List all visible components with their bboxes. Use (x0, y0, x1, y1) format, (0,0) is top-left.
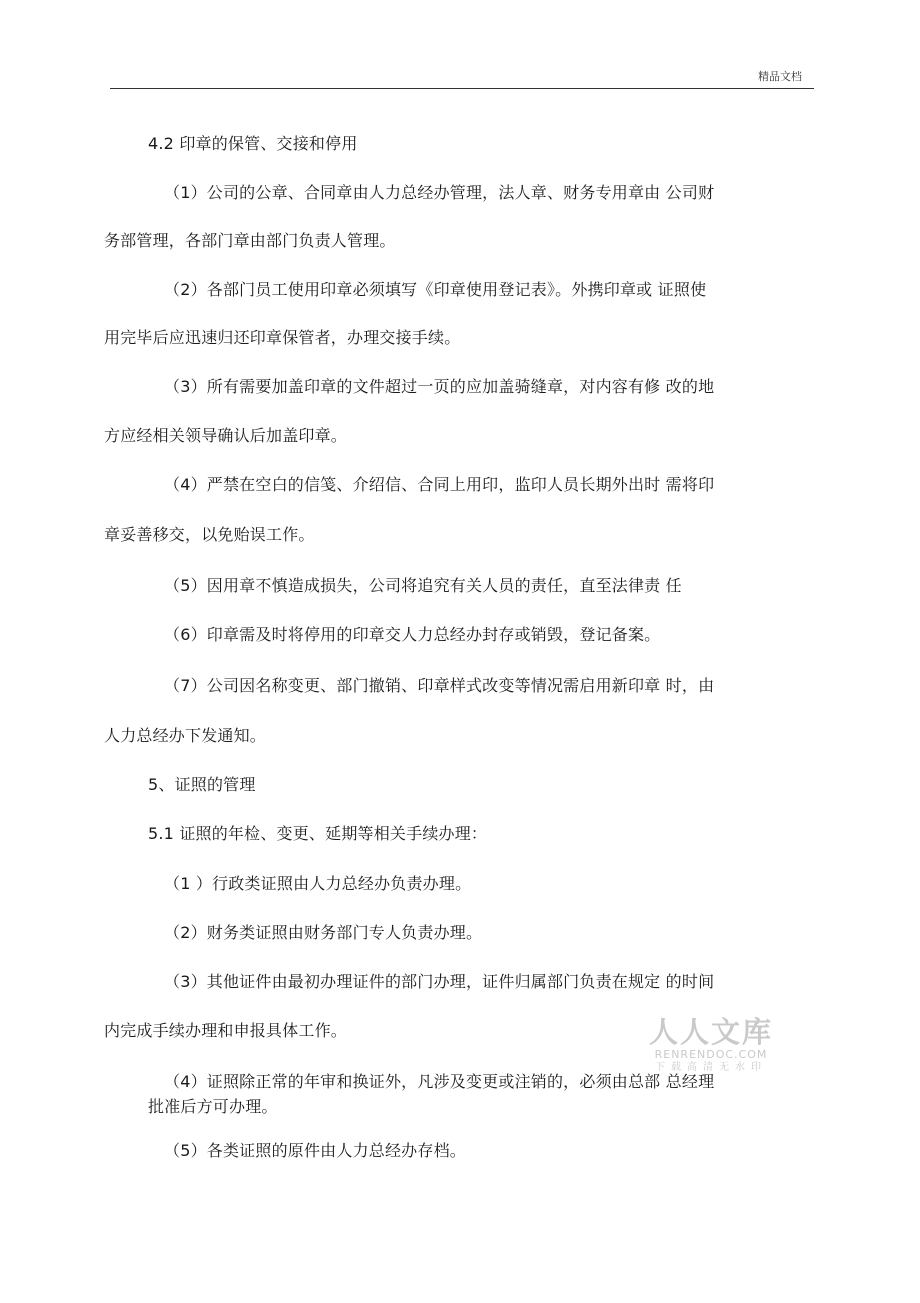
section-heading-4-2: 4.2 印章的保管、交接和停用 (148, 134, 358, 153)
paragraph-4-2-2-line2: 用完毕后应迅速归还印章保管者，办理交接手续。 (104, 328, 461, 347)
paragraph-4-2-7-line2: 人力总经办下发通知。 (104, 726, 267, 745)
paragraph-4-2-5: （5）因用章不慎造成损失，公司将追究有关人员的责任，直至法律责 任 (164, 576, 682, 595)
paragraph-4-2-1-line2: 务部管理，各部门章由部门负责人管理。 (104, 231, 396, 250)
paragraph-5-1-3-line1: （3）其他证件由最初办理证件的部门办理，证件归属部门负责在规定 的时间 (164, 972, 715, 991)
paragraph-4-2-3-line2: 方应经相关领导确认后加盖印章。 (104, 426, 348, 445)
paragraph-5-1-5: （5）各类证照的原件由人力总经办存档。 (164, 1141, 466, 1160)
paragraph-5-1-2: （2）财务类证照由财务部门专人负责办理。 (164, 923, 483, 942)
watermark-title: 人人文库 (648, 1015, 773, 1049)
paragraph-4-2-3-line1: （3）所有需要加盖印章的文件超过一页的应加盖骑缝章，对内容有修 改的地 (164, 377, 715, 396)
section-heading-5-1: 5.1 证照的年检、变更、延期等相关手续办理： (148, 824, 488, 843)
section-heading-5: 5、证照的管理 (148, 775, 256, 794)
watermark-subtitle: 下载高清无水印 (655, 1062, 767, 1073)
paragraph-5-1-4-line2: 批准后方可办理。 (148, 1097, 278, 1116)
paragraph-5-1-4-line1: （4）证照除正常的年审和换证外，凡涉及变更或注销的，必须由总部 总经理 (164, 1072, 715, 1091)
watermark-logo (646, 1016, 776, 1074)
watermark-domain: RENRENDOC.COM (654, 1048, 768, 1061)
paragraph-4-2-4-line1: （4）严禁在空白的信笺、介绍信、合同上用印，监印人员长期外出时 需将印 (164, 475, 715, 494)
paragraph-5-1-1: （1 ）行政类证照由人力总经办负责办理。 (164, 874, 472, 893)
paragraph-4-2-4-line2: 章妥善移交，以免贻误工作。 (104, 525, 315, 544)
paragraph-4-2-2-line1: （2）各部门员工使用印章必须填写《印章使用登记表》。外携印章或 证照使 (164, 280, 707, 299)
paragraph-4-2-7-line1: （7）公司因名称变更、部门撤销、印章样式改变等情况需启用新印章 时，由 (164, 676, 715, 695)
header-label: 精品文档 (758, 70, 802, 83)
paragraph-5-1-3-line2: 内完成手续办理和申报具体工作。 (104, 1021, 348, 1040)
header-divider (110, 88, 814, 89)
paragraph-4-2-1-line1: （1）公司的公章、合同章由人力总经办管理，法人章、财务专用章由 公司财 (164, 183, 715, 202)
paragraph-4-2-6: （6）印章需及时将停用的印章交人力总经办封存或销毁，登记备案。 (164, 625, 661, 644)
